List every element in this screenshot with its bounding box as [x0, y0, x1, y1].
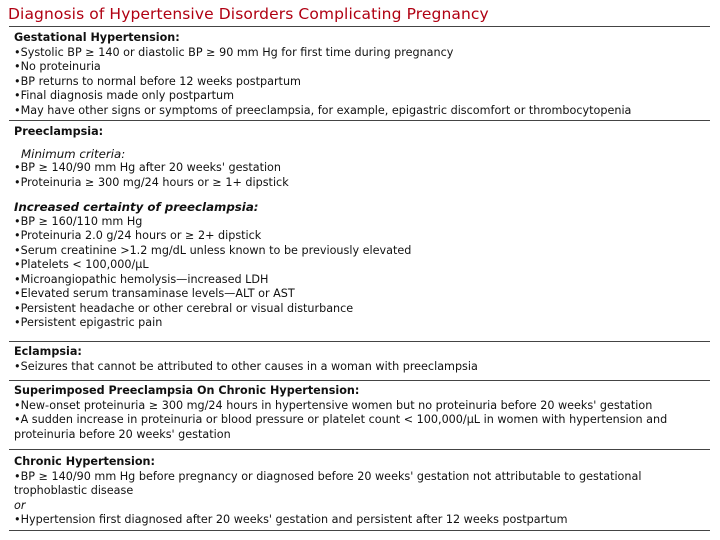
- list-item: •New-onset proteinuria ≥ 300 mg/24 hours in hypertensive women but no proteinuria before 20 weeks' gestation: [14, 398, 653, 412]
- list-item: •Final diagnosis made only postpartum: [14, 89, 234, 102]
- chronic-heading: Chronic Hypertension:: [14, 455, 155, 468]
- list-item: •BP ≥ 160/110 mm Hg: [14, 214, 143, 228]
- list-item: •Persistent headache or other cerebral or visual disturbance: [14, 301, 354, 315]
- increased-certainty-heading: Increased certainty of preeclampsia:: [14, 200, 259, 214]
- list-item: •BP returns to normal before 12 weeks postpartum: [14, 74, 301, 88]
- list-item: •Platelets < 100,000/µL: [14, 258, 149, 271]
- section-divider: [9, 449, 710, 450]
- list-item: •No proteinuria: [14, 60, 101, 73]
- list-item: •Persistent epigastric pain: [14, 316, 163, 329]
- minimum-criteria-heading: Minimum criteria:: [21, 146, 126, 161]
- list-item: •Microangiopathic hemolysis—increased LDH: [14, 272, 269, 286]
- eclampsia-section: [14, 345, 710, 374]
- list-item: •Systolic BP ≥ 140 or diastolic BP ≥ 90 mm Hg for first time during pregnancy: [14, 45, 454, 59]
- gestational-section: [14, 31, 710, 118]
- list-item: •Proteinuria ≥ 300 mg/24 hours or ≥ 1+ dipstick: [14, 175, 289, 189]
- chronic-section: [14, 455, 710, 528]
- preeclampsia-heading: Preeclampsia:: [14, 125, 104, 138]
- section-divider: [9, 341, 710, 342]
- list-item: •BP ≥ 140/90 mm Hg after 20 weeks' gestation: [14, 161, 281, 174]
- section-divider: [9, 380, 710, 381]
- list-item: •Serum creatinine >1.2 mg/dL unless known to be previously elevated: [14, 243, 412, 257]
- list-item: •BP ≥ 140/90 mm Hg before pregnancy or diagnosed before 20 weeks' gestation not attributable to gestational trophoblastic disease: [14, 469, 642, 497]
- preeclampsia-section: [14, 125, 710, 331]
- superimposed-section: [14, 384, 710, 442]
- page-title: Diagnosis of Hypertensive Disorders Complicating Pregnancy: [8, 5, 489, 23]
- criteria-table: [9, 26, 710, 531]
- gestational-heading: Gestational Hypertension:: [14, 31, 180, 44]
- list-item: •Proteinuria 2.0 g/24 hours or ≥ 2+ dipstick: [14, 229, 262, 242]
- list-item: •Hypertension first diagnosed after 20 weeks' gestation and persistent after 12 weeks postpartum: [14, 513, 568, 526]
- list-item: •May have other signs or symptoms of preeclampsia, for example, epigastric discomfort or thrombocytopenia: [14, 103, 632, 117]
- or-label: or: [14, 498, 26, 512]
- superimposed-heading: Superimposed Preeclampsia On Chronic Hypertension:: [14, 384, 360, 397]
- list-item: •Seizures that cannot be attributed to other causes in a woman with preeclampsia: [14, 359, 478, 373]
- section-divider: [9, 120, 710, 121]
- list-item: •Elevated serum transaminase levels—ALT or AST: [14, 287, 295, 300]
- list-item: •A sudden increase in proteinuria or blood pressure or platelet count < 100,000/µL in women with hypertension and proteinuria before 20 weeks' gestation: [14, 413, 668, 441]
- eclampsia-heading: Eclampsia:: [14, 345, 82, 358]
